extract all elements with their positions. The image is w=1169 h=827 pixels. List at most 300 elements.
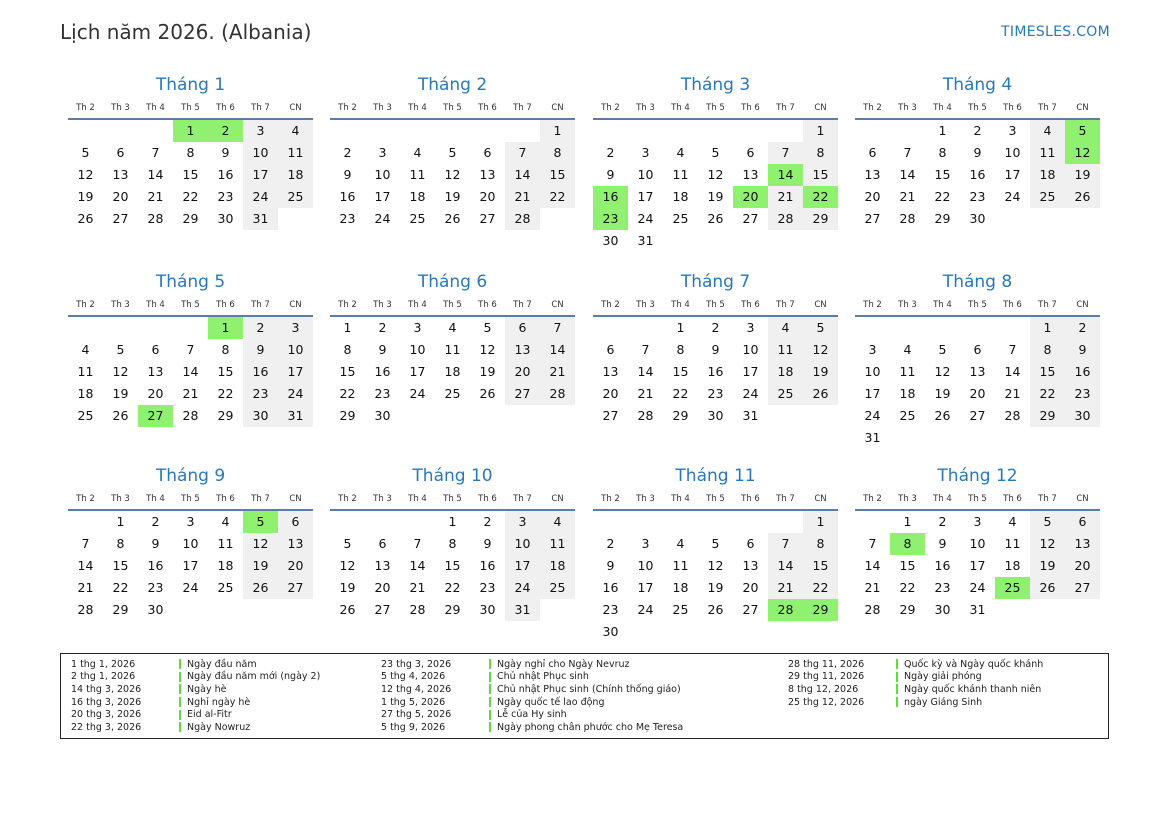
legend-name: Ngày quốc khánh thanh niên — [904, 683, 1042, 695]
day-cell: 9 — [243, 339, 278, 361]
holiday-day: 20 — [733, 186, 768, 208]
holiday-day: 1 — [208, 317, 243, 339]
day-cell: 25 — [409, 211, 426, 226]
day-cell: 3 — [973, 514, 982, 529]
day-cell: 11 — [672, 558, 689, 573]
empty-cell — [138, 120, 173, 142]
site-link[interactable]: TIMESLES.COM — [1001, 24, 1110, 40]
weekday-label: Th 7 — [1038, 103, 1057, 113]
day-cell: 7 — [868, 536, 877, 551]
day-cell: 29 — [934, 211, 951, 226]
weekday-label: Th 6 — [741, 494, 760, 504]
day-cell: 14 — [768, 555, 803, 577]
empty-cell — [890, 120, 925, 142]
month-6 — [330, 267, 575, 427]
legend-row — [371, 696, 683, 709]
month-title: Tháng 7 — [680, 272, 751, 292]
day-cell: 6 — [868, 145, 877, 160]
holiday-day: 28 — [768, 599, 803, 621]
weekday-label: Th 2 — [601, 494, 620, 504]
day-cell: 26 — [1030, 577, 1065, 599]
weekday-label: Th 3 — [111, 494, 130, 504]
empty-cell — [68, 120, 103, 142]
day-cell: 28 — [409, 602, 426, 617]
legend-date: 8 thg 12, 2026 — [788, 683, 859, 695]
empty-cell — [995, 317, 1030, 339]
weekday-label: Th 2 — [601, 300, 620, 310]
day-cell: 13 — [278, 533, 313, 555]
day-cell: 28 — [147, 211, 164, 226]
day-cell: 6 — [746, 536, 755, 551]
day-cell: 27 — [278, 577, 313, 599]
day-grid — [330, 511, 575, 621]
legend-date: 12 thg 4, 2026 — [381, 683, 452, 695]
day-cell: 30 — [243, 405, 278, 427]
day-cell: 8 — [1030, 339, 1065, 361]
legend-marker — [179, 684, 181, 694]
day-cell: 8 — [803, 533, 838, 555]
day-cell: 20 — [742, 580, 759, 595]
day-cell: 17 — [637, 189, 654, 204]
day-cell: 21 — [864, 580, 881, 595]
weekday-label: Th 4 — [933, 300, 952, 310]
legend-row — [61, 671, 320, 684]
day-cell: 25 — [899, 408, 916, 423]
day-cell: 2 — [973, 123, 982, 138]
day-cell: 20 — [1065, 555, 1100, 577]
day-cell: 30 — [217, 211, 234, 226]
day-cell: 28 — [505, 208, 540, 230]
day-cell: 9 — [151, 536, 160, 551]
empty-cell — [103, 120, 138, 142]
day-cell: 15 — [672, 364, 689, 379]
day-cell: 12 — [479, 342, 496, 357]
day-cell: 13 — [505, 339, 540, 361]
day-cell: 31 — [278, 405, 313, 427]
weekday-header — [330, 297, 575, 317]
month-title: Tháng 8 — [942, 272, 1013, 292]
day-cell: 18 — [1004, 558, 1021, 573]
weekday-label: Th 7 — [513, 494, 532, 504]
legend-marker — [489, 722, 491, 732]
legend-date: 25 thg 12, 2026 — [788, 696, 865, 708]
day-cell: 29 — [672, 408, 689, 423]
day-cell: 18 — [672, 580, 689, 595]
weekday-label: Th 5 — [181, 300, 200, 310]
legend-marker — [489, 672, 491, 682]
legend-marker — [179, 672, 181, 682]
weekday-label: Th 4 — [146, 494, 165, 504]
day-cell: 7 — [1008, 342, 1017, 357]
weekday-label: CN — [814, 300, 827, 310]
day-cell: 5 — [938, 342, 947, 357]
weekday-header — [68, 297, 313, 317]
legend-row — [371, 708, 683, 721]
empty-cell — [593, 511, 628, 533]
month-title: Tháng 5 — [155, 272, 226, 292]
day-cell: 4 — [81, 342, 90, 357]
legend-marker — [489, 710, 491, 720]
weekday-label: Th 6 — [478, 103, 497, 113]
day-cell: 11 — [278, 142, 313, 164]
day-cell: 19 — [1030, 555, 1065, 577]
day-cell: 24 — [637, 211, 654, 226]
weekday-label: Th 5 — [181, 494, 200, 504]
day-cell: 26 — [479, 386, 496, 401]
day-cell: 29 — [182, 211, 199, 226]
day-cell: 11 — [672, 167, 689, 182]
legend-marker — [489, 684, 491, 694]
day-cell: 5 — [803, 317, 838, 339]
day-cell: 8 — [116, 536, 125, 551]
day-cell: 16 — [374, 364, 391, 379]
day-cell: 2 — [378, 320, 387, 335]
legend-column — [61, 658, 320, 734]
day-cell: 12 — [934, 364, 951, 379]
day-cell: 4 — [1008, 514, 1017, 529]
day-grid — [593, 317, 838, 427]
weekday-label: Th 4 — [671, 300, 690, 310]
day-cell: 10 — [864, 364, 881, 379]
month-title: Tháng 11 — [675, 466, 756, 486]
legend-name: Ngày nghỉ cho Ngày Nevruz — [497, 658, 630, 670]
day-cell: 26 — [1065, 186, 1100, 208]
weekday-label: Th 2 — [601, 103, 620, 113]
day-cell: 7 — [413, 536, 422, 551]
day-cell: 31 — [505, 599, 540, 621]
day-cell: 10 — [505, 533, 540, 555]
day-cell: 31 — [969, 602, 986, 617]
day-cell: 31 — [637, 233, 654, 248]
day-cell: 27 — [112, 211, 129, 226]
weekday-label: Th 4 — [408, 494, 427, 504]
day-cell: 21 — [409, 580, 426, 595]
empty-cell — [663, 120, 698, 142]
weekday-label: Th 7 — [1038, 300, 1057, 310]
day-cell: 19 — [77, 189, 94, 204]
day-cell: 17 — [505, 555, 540, 577]
day-cell: 12 — [243, 533, 278, 555]
day-cell: 16 — [1065, 361, 1100, 383]
day-cell: 3 — [641, 536, 650, 551]
day-cell: 2 — [151, 514, 160, 529]
day-cell: 15 — [899, 558, 916, 573]
legend-date: 14 thg 3, 2026 — [71, 683, 142, 695]
weekday-label: Th 6 — [1003, 494, 1022, 504]
weekday-label: Th 7 — [513, 103, 532, 113]
legend-marker — [489, 659, 491, 669]
day-cell: 2 — [938, 514, 947, 529]
day-cell: 4 — [676, 145, 685, 160]
day-cell: 23 — [1065, 383, 1100, 405]
day-cell: 28 — [637, 408, 654, 423]
day-cell: 2 — [483, 514, 492, 529]
legend-marker — [489, 697, 491, 707]
empty-cell — [768, 511, 803, 533]
day-cell: 2 — [343, 145, 352, 160]
month-3 — [593, 70, 838, 252]
day-cell: 21 — [899, 189, 916, 204]
empty-cell — [593, 120, 628, 142]
day-cell: 10 — [1004, 145, 1021, 160]
day-cell: 20 — [278, 555, 313, 577]
day-cell: 13 — [969, 364, 986, 379]
day-cell: 22 — [803, 577, 838, 599]
day-cell: 14 — [899, 167, 916, 182]
empty-cell — [890, 317, 925, 339]
empty-cell — [365, 120, 400, 142]
day-cell: 6 — [606, 342, 615, 357]
day-cell: 26 — [934, 408, 951, 423]
day-cell: 5 — [448, 145, 457, 160]
day-cell: 10 — [278, 339, 313, 361]
day-cell: 22 — [339, 386, 356, 401]
weekday-label: Th 3 — [898, 494, 917, 504]
day-cell: 7 — [641, 342, 650, 357]
empty-cell — [435, 120, 470, 142]
day-cell: 22 — [217, 386, 234, 401]
day-cell: 22 — [672, 386, 689, 401]
day-cell: 27 — [969, 408, 986, 423]
weekday-label: Th 4 — [146, 300, 165, 310]
day-cell: 1 — [116, 514, 125, 529]
empty-cell — [103, 317, 138, 339]
day-cell: 26 — [707, 211, 724, 226]
day-cell: 15 — [444, 558, 461, 573]
day-cell: 27 — [742, 602, 759, 617]
day-cell: 21 — [1004, 386, 1021, 401]
day-cell: 23 — [374, 386, 391, 401]
empty-cell — [925, 317, 960, 339]
day-cell: 6 — [483, 145, 492, 160]
day-cell: 8 — [186, 145, 195, 160]
weekday-label: Th 6 — [741, 103, 760, 113]
day-cell: 30 — [374, 408, 391, 423]
day-cell: 22 — [540, 186, 575, 208]
day-cell: 29 — [217, 408, 234, 423]
day-cell: 24 — [637, 602, 654, 617]
day-cell: 3 — [1008, 123, 1017, 138]
day-cell: 30 — [147, 602, 164, 617]
day-cell: 1 — [540, 120, 575, 142]
month-1 — [68, 70, 313, 230]
month-title: Tháng 9 — [155, 466, 226, 486]
day-cell: 27 — [742, 211, 759, 226]
weekday-label: Th 5 — [706, 103, 725, 113]
legend-row — [61, 658, 320, 671]
day-cell: 2 — [243, 317, 278, 339]
day-cell: 19 — [339, 580, 356, 595]
day-cell: 20 — [505, 361, 540, 383]
day-cell: 12 — [1030, 533, 1065, 555]
day-cell: 1 — [448, 514, 457, 529]
holiday-day: 8 — [890, 533, 925, 555]
day-cell: 16 — [602, 580, 619, 595]
legend-name: Ngày Nowruz — [187, 721, 251, 733]
legend-name: Ngày đầu năm — [187, 658, 257, 670]
day-cell: 15 — [803, 555, 838, 577]
weekday-label: Th 2 — [338, 494, 357, 504]
day-cell: 13 — [602, 364, 619, 379]
weekday-label: Th 3 — [111, 300, 130, 310]
legend-row — [778, 658, 1043, 671]
month-title: Tháng 3 — [680, 75, 751, 95]
day-cell: 13 — [147, 364, 164, 379]
day-cell: 18 — [540, 555, 575, 577]
weekday-header — [855, 100, 1100, 120]
day-cell: 31 — [243, 208, 278, 230]
day-cell: 27 — [479, 211, 496, 226]
day-cell: 22 — [1030, 383, 1065, 405]
day-cell: 21 — [768, 577, 803, 599]
day-cell: 29 — [339, 408, 356, 423]
day-cell: 25 — [77, 408, 94, 423]
day-cell: 24 — [505, 577, 540, 599]
weekday-label: Th 7 — [1038, 494, 1057, 504]
day-cell: 29 — [1030, 405, 1065, 427]
day-cell: 18 — [77, 386, 94, 401]
day-cell: 28 — [77, 602, 94, 617]
day-cell: 27 — [602, 408, 619, 423]
legend-name: Quốc kỳ và Ngày quốc khánh — [904, 658, 1044, 670]
day-cell: 24 — [278, 383, 313, 405]
day-cell: 2 — [606, 536, 615, 551]
day-cell: 20 — [602, 386, 619, 401]
weekday-label: Th 5 — [968, 494, 987, 504]
day-cell: 10 — [742, 342, 759, 357]
weekday-label: Th 7 — [513, 300, 532, 310]
day-cell: 10 — [409, 342, 426, 357]
day-cell: 10 — [374, 167, 391, 182]
empty-cell — [698, 511, 733, 533]
day-cell: 16 — [479, 558, 496, 573]
day-cell: 4 — [768, 317, 803, 339]
weekday-label: Th 2 — [863, 103, 882, 113]
day-cell: 4 — [221, 514, 230, 529]
legend-date: 20 thg 3, 2026 — [71, 709, 142, 721]
legend-name: Chủ nhật Phục sinh (Chính thống giáo) — [497, 683, 681, 695]
day-cell: 24 — [182, 580, 199, 595]
empty-cell — [855, 317, 890, 339]
day-grid — [330, 120, 575, 230]
legend-date: 2 thg 1, 2026 — [71, 671, 136, 683]
legend-marker — [896, 684, 898, 694]
day-cell: 13 — [742, 558, 759, 573]
day-cell: 16 — [217, 167, 234, 182]
day-cell: 9 — [1065, 339, 1100, 361]
empty-cell — [855, 511, 890, 533]
day-cell: 17 — [374, 189, 391, 204]
day-cell: 19 — [1065, 164, 1100, 186]
legend-date: 1 thg 5, 2026 — [381, 696, 446, 708]
empty-cell — [505, 120, 540, 142]
weekday-label: Th 5 — [181, 103, 200, 113]
month-title: Tháng 10 — [412, 466, 493, 486]
weekday-label: Th 7 — [776, 494, 795, 504]
legend-marker — [179, 710, 181, 720]
day-cell: 18 — [444, 364, 461, 379]
day-cell: 11 — [1004, 536, 1021, 551]
day-cell: 3 — [746, 320, 755, 335]
empty-cell — [628, 317, 663, 339]
day-cell: 18 — [672, 189, 689, 204]
day-cell: 29 — [803, 208, 838, 230]
day-cell: 30 — [707, 408, 724, 423]
day-cell: 18 — [768, 361, 803, 383]
day-cell: 10 — [243, 142, 278, 164]
day-cell: 16 — [243, 361, 278, 383]
day-cell: 28 — [864, 602, 881, 617]
day-cell: 14 — [147, 167, 164, 182]
day-cell: 17 — [1004, 167, 1021, 182]
day-cell: 26 — [243, 577, 278, 599]
weekday-label: Th 4 — [146, 103, 165, 113]
legend-row — [778, 671, 1043, 684]
empty-cell — [593, 317, 628, 339]
empty-cell — [365, 511, 400, 533]
legend-name: Lễ của Hy sinh — [497, 709, 567, 721]
day-cell: 19 — [803, 361, 838, 383]
empty-cell — [768, 120, 803, 142]
legend-date: 29 thg 11, 2026 — [788, 671, 865, 683]
day-cell: 10 — [182, 536, 199, 551]
day-cell: 22 — [444, 580, 461, 595]
day-cell: 27 — [1065, 577, 1100, 599]
day-cell: 6 — [746, 145, 755, 160]
day-grid — [593, 120, 838, 252]
weekday-header — [593, 491, 838, 511]
day-cell: 25 — [444, 386, 461, 401]
empty-cell — [663, 511, 698, 533]
day-cell: 14 — [540, 339, 575, 361]
day-cell: 4 — [278, 120, 313, 142]
weekday-label: Th 4 — [408, 103, 427, 113]
weekday-header — [593, 297, 838, 317]
day-cell: 21 — [505, 186, 540, 208]
day-cell: 13 — [864, 167, 881, 182]
day-cell: 10 — [969, 536, 986, 551]
holiday-day: 5 — [243, 511, 278, 533]
month-8 — [855, 267, 1100, 449]
day-cell: 6 — [505, 317, 540, 339]
weekday-label: CN — [814, 494, 827, 504]
day-cell: 4 — [676, 536, 685, 551]
day-cell: 25 — [672, 602, 689, 617]
month-title: Tháng 2 — [417, 75, 488, 95]
month-title: Tháng 12 — [937, 466, 1018, 486]
day-cell: 23 — [602, 602, 619, 617]
day-cell: 12 — [77, 167, 94, 182]
day-cell: 3 — [413, 320, 422, 335]
legend-column — [371, 658, 683, 734]
day-cell: 21 — [637, 386, 654, 401]
weekday-label: CN — [551, 103, 564, 113]
day-cell: 19 — [243, 555, 278, 577]
day-cell: 13 — [112, 167, 129, 182]
weekday-label: Th 7 — [251, 300, 270, 310]
legend-name: Ngày hè — [187, 683, 227, 695]
day-cell: 26 — [339, 602, 356, 617]
weekday-header — [855, 491, 1100, 511]
weekday-header — [855, 297, 1100, 317]
day-cell: 1 — [1030, 317, 1065, 339]
weekday-label: Th 5 — [443, 103, 462, 113]
day-cell: 21 — [540, 361, 575, 383]
day-cell: 8 — [448, 536, 457, 551]
day-cell: 11 — [899, 364, 916, 379]
day-cell: 19 — [112, 386, 129, 401]
day-cell: 21 — [768, 186, 803, 208]
